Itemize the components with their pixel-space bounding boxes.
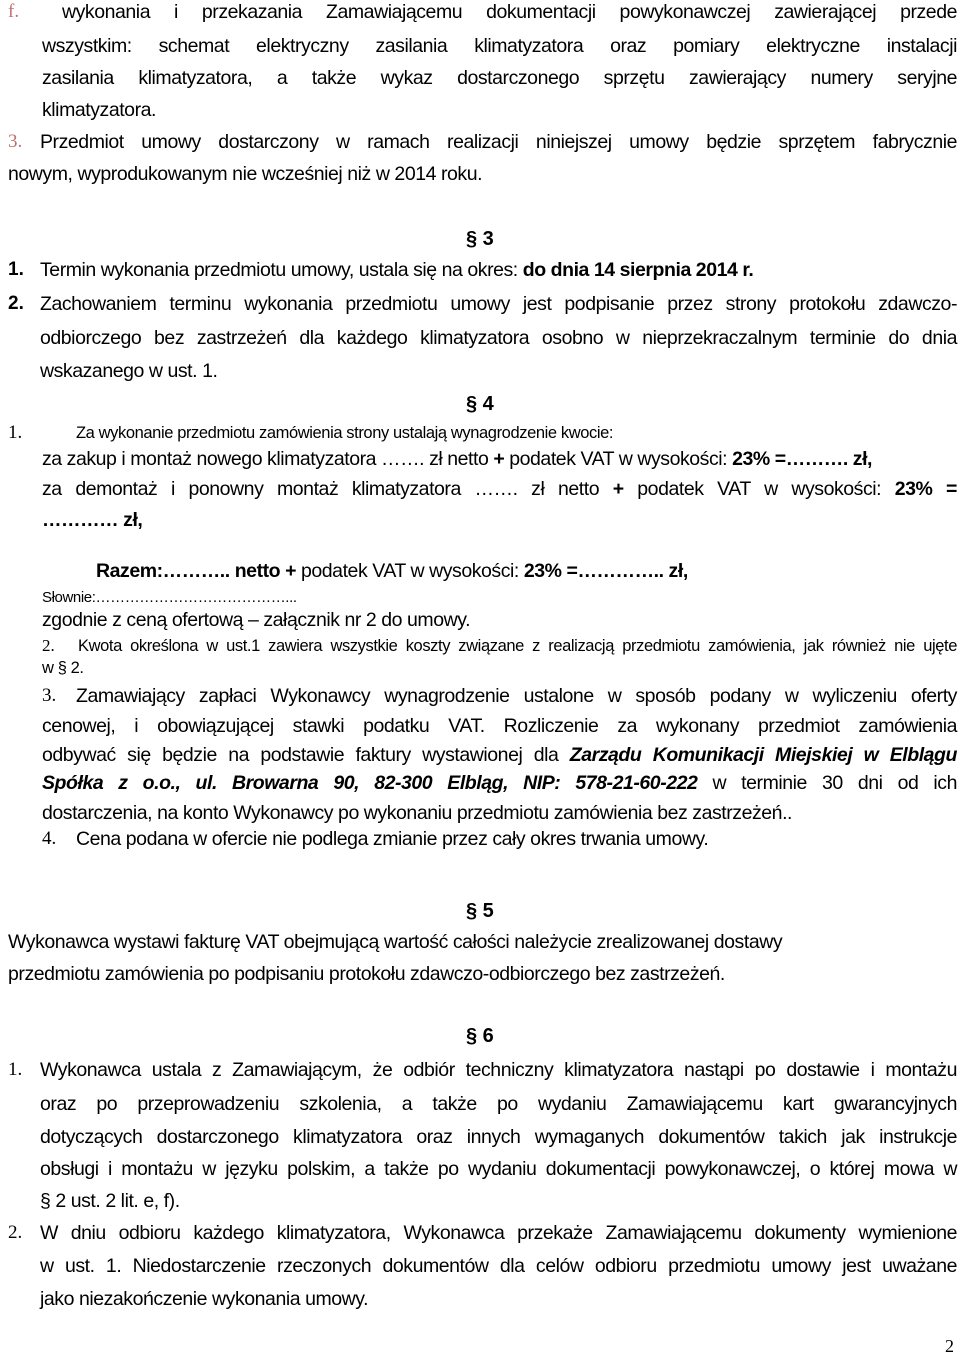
- text-line: Przedmiot umowy dostarczony w ramach realizacji niniejszej umowy będzie sprzętem fabrycznie: [40, 131, 957, 153]
- text-line: Termin wykonania przedmiotu umowy, ustala się na okres: do dnia 14 sierpnia 2014 r.: [40, 259, 754, 281]
- amount-line-demontaz: za demontaż i ponowny montaż klimatyzatora ……. zł netto + podatek VAT w wysokości: 23% =: [42, 478, 957, 500]
- text-line: § 2 ust. 2 lit. e, f).: [40, 1190, 180, 1212]
- amount-line-zakup: za zakup i montaż nowego klimatyzatora ……. zł netto + podatek VAT w wysokości: 23% =………. zł,: [42, 448, 873, 470]
- section-heading: § 5: [466, 900, 494, 922]
- text-line: Za wykonanie przedmiotu zamówienia strony ustalają wynagrodzenie kwocie:: [76, 424, 614, 442]
- text-line: Kwota określona w ust.1 zawiera wszystkie koszty związane z realizacją przedmiotu zamówienia, jak również nie ujęte: [78, 637, 957, 655]
- list-number: 3.: [42, 685, 57, 706]
- text-line: w ust. 1. Niedostarczenie rzeczonych dokumentów dla celów odbioru przedmiotu umowy jest uważane: [40, 1255, 957, 1277]
- text-line: wszystkim: schemat elektryczny zasilania klimatyzatora oraz pomiary elektryczne instalacji: [42, 35, 957, 57]
- text-line: wskazanego w ust. 1.: [40, 360, 218, 382]
- total-line: Razem:……….. netto + podatek VAT w wysokości: 23% =………….. zł,: [96, 560, 688, 582]
- text-line: dostarczenia, na konto Wykonawcy po wykonaniu przedmiotu zamówienia bez zastrzeżeń..: [42, 802, 793, 824]
- text-line: zgodnie z ceną ofertową – załącznik nr 2 do umowy.: [42, 609, 471, 631]
- section-heading: § 3: [466, 228, 494, 250]
- text-line: odbiorczego bez zastrzeżeń dla każdego klimatyzatora osobno w nieprzekraczalnym terminie do dnia: [40, 327, 957, 349]
- text-line: W dniu odbioru każdego klimatyzatora, Wykonawca przekaże Zamawiającemu dokumenty wymienione: [40, 1222, 957, 1244]
- list-number: 1.: [8, 259, 24, 280]
- text-line: nowym, wyprodukowanym nie wcześniej niż w 2014 roku.: [8, 163, 483, 185]
- list-number: 1.: [8, 1059, 23, 1080]
- section-heading: § 6: [466, 1025, 494, 1047]
- section-heading: § 4: [466, 393, 494, 415]
- text-line: Cena podana w ofercie nie podlega zmianie przez cały okres trwania umowy.: [76, 828, 709, 850]
- list-number: 2.: [8, 1222, 23, 1243]
- text-line: cenowej, i obowiązującej stawki podatku VAT. Rozliczenie za wykonany przedmiot zamówienia: [42, 715, 957, 737]
- text-line: oraz po przeprowadzeniu szkolenia, a także po wydaniu Zamawiającemu kart gwarancyjnych: [40, 1093, 957, 1115]
- text-line: klimatyzatora.: [42, 99, 156, 121]
- text-line: wykonania i przekazania Zamawiającemu dokumentacji powykonawczej zawierającej przede: [62, 1, 957, 23]
- list-marker-f: f.: [8, 1, 20, 22]
- text-line: dotyczących dostarczonego klimatyzatora oraz innych wymaganych dokumentów takich jak instrukcje: [40, 1126, 957, 1148]
- text-line: Spółka z o.o., ul. Browarna 90, 82-300 Elbląg, NIP: 578-21-60-222 w terminie 30 dni od ich: [42, 772, 957, 794]
- text-line: odbywać się będzie na podstawie faktury wystawionej dla Zarządu Komunikacji Miejskiej w Elblągu: [42, 744, 957, 766]
- text-line: Wykonawca ustala z Zamawiającym, że odbiór techniczny klimatyzatora nastąpi po dostawie i montażu: [40, 1059, 957, 1081]
- text-line: przedmiotu zamówienia po podpisaniu protokołu zdawczo-odbiorczego bez zastrzeżeń.: [8, 963, 725, 985]
- text-line: jako niezakończenie wykonania umowy.: [40, 1288, 369, 1310]
- text-line: w § 2.: [42, 659, 84, 677]
- list-number: 2.: [42, 636, 55, 655]
- text-line: Zachowaniem terminu wykonania przedmiotu umowy jest podpisanie przez strony protokołu zdawczo-: [40, 293, 957, 315]
- page-number: 2: [945, 1336, 954, 1356]
- words-line: Słownie:…………………………………...: [42, 589, 297, 606]
- list-number: 1.: [8, 422, 23, 443]
- text-line: obsługi i montażu w języku polskim, a także po wydaniu dokumentacji powykonawczej, o której mowa w: [40, 1158, 957, 1180]
- text-line: Zamawiający zapłaci Wykonawcy wynagrodzenie ustalone w sposób podany w wyliczeniu oferty: [76, 685, 957, 707]
- text-line: zasilania klimatyzatora, a także wykaz dostarczonego sprzętu zawierający numery seryjne: [42, 67, 957, 89]
- list-number: 2.: [8, 293, 24, 314]
- list-number: 4.: [42, 828, 57, 849]
- list-number: 3.: [8, 131, 23, 152]
- text-line: Wykonawca wystawi fakturę VAT obejmującą wartość całości należycie zrealizowanej dostawy: [8, 931, 783, 953]
- amount-line-continued: ………… zł,: [42, 509, 143, 531]
